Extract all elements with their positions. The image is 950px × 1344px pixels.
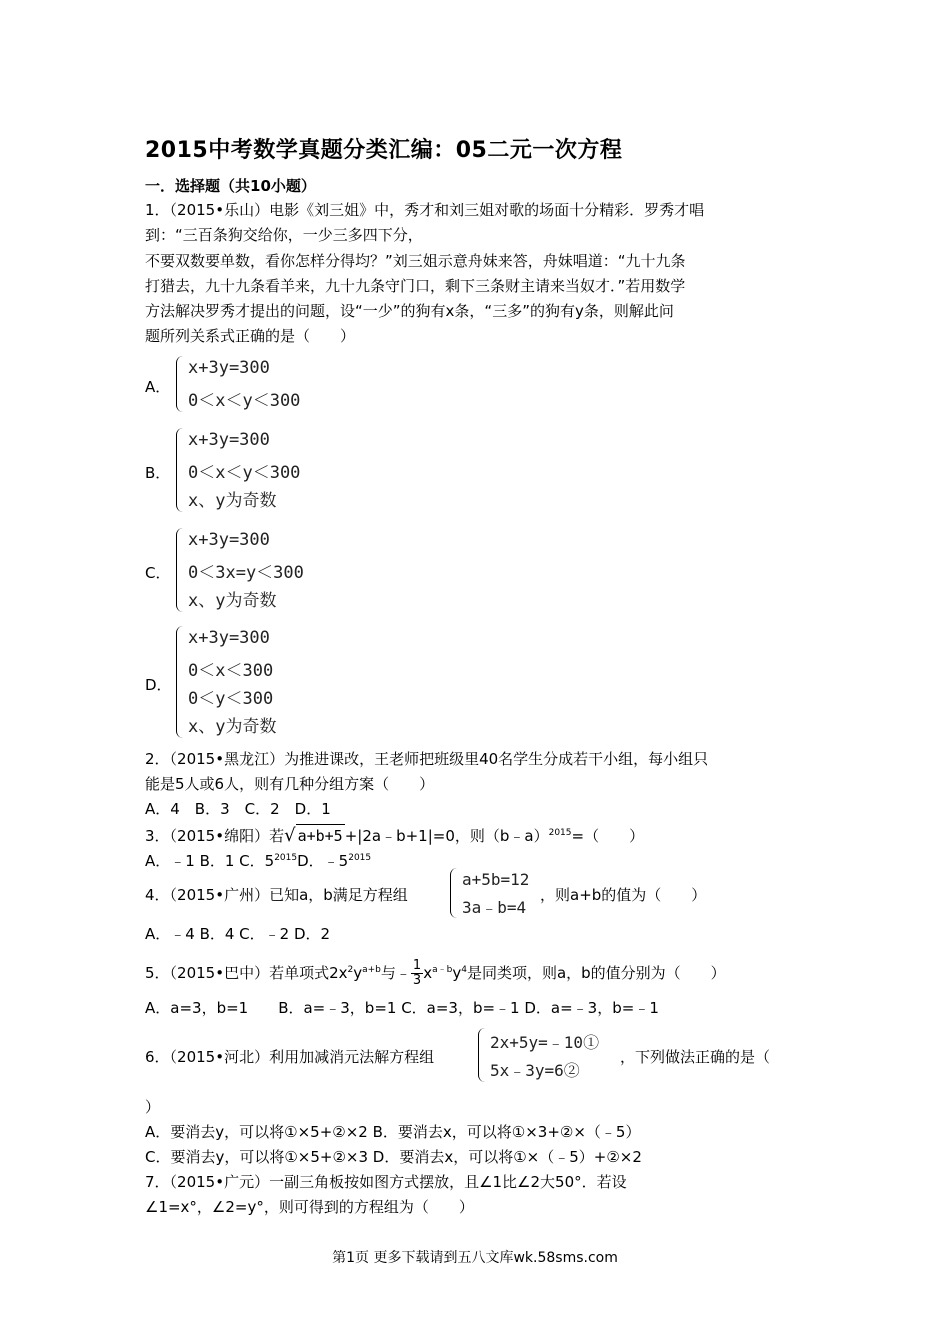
q1-line-4: 打猎去，九十九条看羊来，九十九条守门口，剩下三条财主请来当奴才．”若用数学 [145, 277, 686, 295]
section-heading: 一．选择题（共10小题） [145, 177, 316, 195]
q4-system [450, 868, 540, 920]
q3-stem [145, 822, 644, 847]
q5-exp-1: 2 [347, 965, 354, 975]
numerator: 1 [412, 958, 422, 973]
q3-opt-c-exp: 2015 [274, 853, 298, 863]
q3-suffix: =（ ） [571, 827, 645, 845]
q7-line-1: 7．（2015•广元）一副三角板按如图方式摆放，且∠1比∠2大50°．若设 [145, 1173, 627, 1191]
q5-exp-3: a﹣b [432, 965, 453, 975]
q3-options [145, 847, 371, 872]
equation: x+3y=300 [188, 628, 270, 648]
equation: 0＜x＜y＜300 [188, 463, 301, 483]
q3-opt-d: D．﹣5 [297, 852, 349, 870]
q1-option-c-system [176, 528, 336, 614]
q5-t1: y [353, 964, 363, 982]
q5-t2: 与﹣ [380, 964, 411, 982]
equation: 5x﹣3y=6② [490, 1061, 580, 1080]
q1-line-3: 不要双数要单数，看你怎样分得均？”刘三姐示意舟妹来答，舟妹唱道：“九十九条 [145, 252, 686, 270]
q6-options-cd: C．要消去y，可以将①×5+②×3 D．要消去x，可以将①×（﹣5）+②×2 [145, 1148, 642, 1166]
brace [176, 626, 183, 738]
q5-suffix: 是同类项，则a，b的值分别为（ ） [466, 964, 726, 982]
q5-stem [145, 956, 726, 988]
q1-line-2: 到：“三百条狗交给你，一少三多四下分， [145, 226, 423, 244]
q1-option-a-label: A． [145, 378, 171, 396]
equation: 0＜x＜300 [188, 661, 274, 681]
equation: x、y为奇数 [188, 491, 277, 511]
equation: 0＜3x=y＜300 [188, 563, 304, 583]
q1-line-1: 1．（2015•乐山）电影《刘三姐》中，秀才和刘三姐对歌的场面十分精彩．罗秀才唱 [145, 201, 705, 219]
q3-opt-abc: A．﹣1 B．1 C．5 [145, 852, 275, 870]
q1-option-b-system [176, 428, 336, 514]
q5-options: A．a=3，b=1 B．a=﹣3，b=1 C．a=3，b=﹣1 D．a=﹣3，b=﹣1 [145, 999, 659, 1017]
equation: x、y为奇数 [188, 591, 277, 611]
q6-suffix: ，下列做法正确的是（ [620, 1048, 771, 1066]
q4-suffix: ，则a+b的值为（ ） [540, 886, 707, 904]
q6-prefix: 6．（2015•河北）利用加减消元法解方程组 [145, 1048, 435, 1066]
brace [450, 868, 457, 918]
brace [478, 1028, 485, 1082]
q4-prefix: 4．（2015•广州）已知a，b满足方程组 [145, 886, 408, 904]
sqrt-sign: √ [284, 825, 296, 846]
equation: 2x+5y=﹣10① [490, 1033, 600, 1052]
q3-exponent: 2015 [548, 828, 572, 838]
q2-line-1: 2．（2015•黑龙江）为推进课改，王老师把班级里40名学生分成若干小组，每小组只 [145, 750, 709, 768]
q6-cont: ） [145, 1098, 161, 1116]
page-title: 2015中考数学真题分类汇编：05二元一次方程 [145, 138, 623, 163]
brace [176, 528, 183, 612]
q5-t3: x [423, 964, 433, 982]
q1-option-b-label: B． [145, 464, 171, 482]
q5-fraction [411, 959, 423, 988]
brace [176, 356, 183, 412]
brace [176, 428, 183, 512]
q5-prefix: 5．（2015•巴中）若单项式2x [145, 964, 348, 982]
q7-line-2: ∠1=x°，∠2=y°，则可得到的方程组为（ ） [145, 1198, 474, 1216]
equation: x、y为奇数 [188, 717, 277, 737]
q3-mid: +|2a﹣b+1|=0，则（b﹣a） [344, 827, 549, 845]
q5-exp-2: a+b [362, 965, 381, 975]
q5-exp-4: 4 [461, 965, 467, 975]
equation: 3a﹣b=4 [462, 898, 527, 917]
q3-radicand: a+b+5 [296, 824, 345, 847]
equation: 0＜x＜y＜300 [188, 391, 301, 411]
denominator: 3 [412, 973, 422, 988]
q6-system [478, 1028, 618, 1084]
q1-option-a-system [176, 356, 336, 414]
q5-t4: y [452, 964, 462, 982]
q1-line-5: 方法解决罗秀才提出的问题，设“一少”的狗有x条，“三多”的狗有y条，则解此问 [145, 302, 674, 320]
q3-prefix: 3．（2015•绵阳）若 [145, 827, 285, 845]
q2-line-2: 能是5人或6人，则有几种分组方案（ ） [145, 775, 435, 793]
equation: 0＜y＜300 [188, 689, 274, 709]
equation: x+3y=300 [188, 530, 270, 550]
q6-options-ab: A．要消去y，可以将①×5+②×2 B．要消去x，可以将①×3+②×（﹣5） [145, 1123, 641, 1141]
equation: a+5b=12 [462, 870, 530, 889]
q2-options: A．4 B．3 C．2 D．1 [145, 800, 331, 818]
q1-option-d-label: D． [145, 676, 172, 694]
page-footer: 第1页 更多下载请到五八文库wk.58sms.com [332, 1250, 618, 1266]
q1-option-d-system [176, 626, 336, 740]
equation: x+3y=300 [188, 358, 270, 378]
q1-option-c-label: C． [145, 564, 171, 582]
equation: x+3y=300 [188, 430, 270, 450]
q1-line-6: 题所列关系式正确的是（ ） [145, 327, 356, 345]
q3-opt-d-exp: 2015 [348, 853, 372, 863]
q4-options: A．﹣4 B．4 C．﹣2 D．2 [145, 925, 331, 943]
